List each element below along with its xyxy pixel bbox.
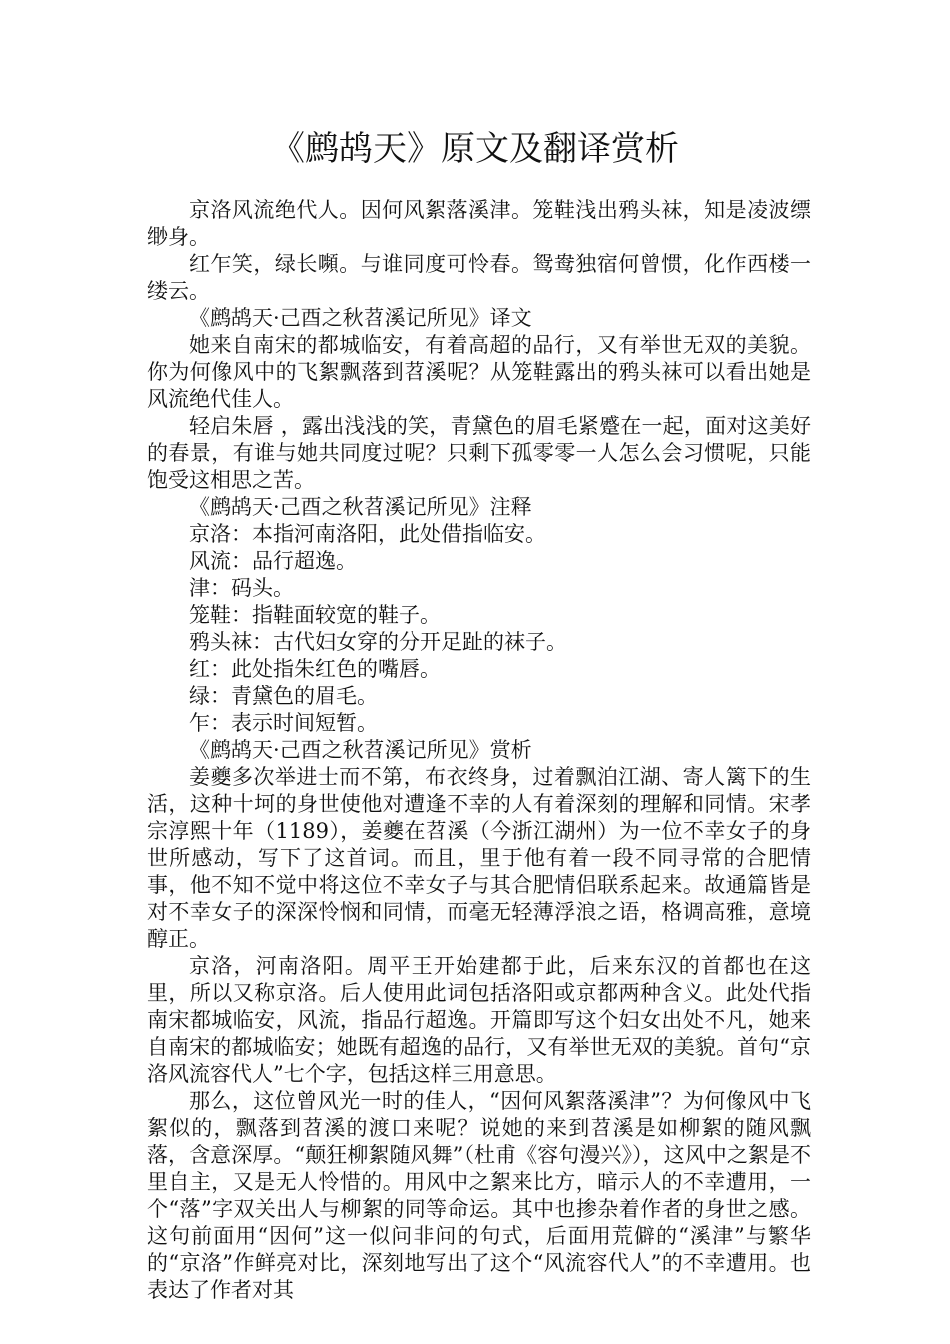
note-item: 笼鞋：指鞋面较宽的鞋子。 [189, 603, 441, 627]
appreciation-paragraph-1: 姜夔多次举进士而不第，布衣终身，过着飘泊江湖、寄人篱下的生活，这种十坷的身世使他对遭逢不幸的人有着深刻的理解和同情。宋孝宗淳熙十年（1189），姜夔在苕溪（今浙江湖州）为一位不幸女子的身世所感动，写下了这首词。而且，里于他有着一段不同寻常的合肥情事，他不知不觉中将这位不幸女子与其合肥情侣联系起来。故通篇皆是对不幸女子的深深怜悯和同情，而毫无轻薄浮浪之语，格调高雅，意境醇正。 [147, 765, 811, 951]
appreciation-heading: 《鹧鸪天·己酉之秋苕溪记所见》赏析 [189, 738, 532, 762]
note-item: 风流：品行超逸。 [189, 549, 357, 573]
note-item: 京洛：本指河南洛阳，此处借指临安。 [189, 522, 546, 546]
note-item: 鸦头袜：古代妇女穿的分开足趾的袜子。 [189, 630, 567, 654]
note-item: 红：此处指朱红色的嘴唇。 [189, 657, 441, 681]
appreciation-paragraph-3: 那么，这位曾风光一时的佳人，“因何风絮落溪津”？为何像风中飞絮似的，飘落到苕溪的渡口来呢？说她的来到苕溪是如柳絮的随风飘落，含意深厚。“颠狂柳絮随风舞”（杜甫《容句漫兴》），这风中之絮是不里自主，又是无人怜惜的。用风中之絮来比方，暗示人的不幸遭用，一个“落”字双关出人与柳絮的同等命运。其中也掺杂着作者的身世之感。这句前面用“因何”这一似问非问的句式，后面用荒僻的“溪津”与繁华的“京洛”作鲜亮对比，深刻地写出了这个“风流容代人”的不幸遭用。也表达了作者对其 [147, 1089, 811, 1302]
note-item: 津：码头。 [189, 576, 294, 600]
translation-heading: 《鹧鸪天·己酉之秋苕溪记所见》译文 [189, 306, 532, 330]
appreciation-paragraph-2: 京洛，河南洛阳。周平王开始建都于此，后来东汉的首都也在这里，所以又称京洛。后人使用此词包括洛阳或京都两种含义。此处代指南宋都城临安，风流，指品行超逸。开篇即写这个妇女出处不凡，她来自南宋的都城临安；她既有超逸的品行，又有举世无双的美貌。首句“京洛风流容代人”七个字，包括这样三用意思。 [147, 954, 811, 1086]
note-item: 绿：青黛色的眉毛。 [189, 684, 378, 708]
document-title: 《鹧鸪天》原文及翻译赏析 [271, 129, 679, 169]
note-item: 乍：表示时间短暂。 [189, 711, 378, 735]
document-body [147, 197, 811, 1304]
poem-stanza-1: 京洛风流绝代人。因何风絮落溪津。笼鞋浅出鸦头袜，知是凌波缥缈身。 [147, 198, 811, 249]
notes-heading: 《鹧鸪天·己酉之秋苕溪记所见》注释 [189, 495, 532, 519]
poem-stanza-2: 红乍笑，绿长嚬。与谁同度可怜春。鸳鸯独宿何曾惯，化作西楼一缕云。 [147, 252, 811, 303]
translation-paragraph-1: 她来自南宋的都城临安，有着高超的品行，又有举世无双的美貌。你为何像风中的飞絮飘落到苕溪呢？从笼鞋露出的鸦头袜可以看出她是风流绝代佳人。 [147, 333, 811, 411]
translation-paragraph-2: 轻启朱唇 ，露出浅浅的笑，青黛色的眉毛紧蹙在一起，面对这美好的春景，有谁与她共同度过呢？只剩下孤零零一人怎么会习惯呢，只能饱受这相思之苦。 [147, 414, 811, 492]
